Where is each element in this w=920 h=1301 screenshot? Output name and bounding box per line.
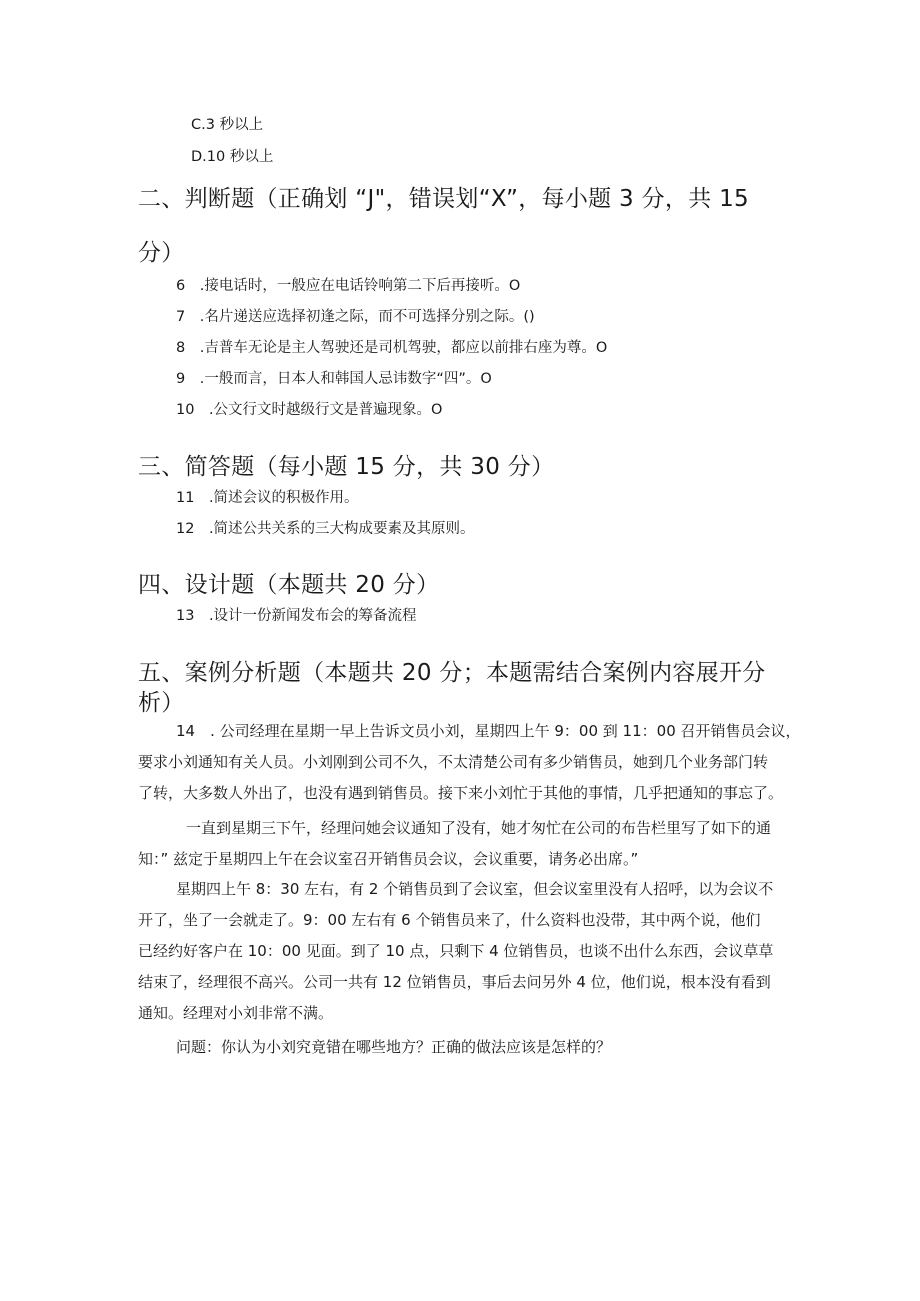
case-line: 通知。经理对小刘非常不满。 xyxy=(138,1004,334,1022)
case-line: 14 . 公司经理在星期一早上告诉文员小刘，星期四上午 9：00 到 11：00 召开销售员会议， xyxy=(176,722,801,740)
case-line: 星期四上午 8：30 左右，有 2 个销售员到了会议室，但会议室里没有人招呼，以为会议不 xyxy=(176,880,774,898)
case-question: 问题：你认为小刘究竟错在哪些地方？正确的做法应该是怎样的？ xyxy=(176,1038,612,1056)
section2-heading-line1: 二、判断题（正确划 “J"，错误划“X”，每小题 3 分，共 15 xyxy=(138,186,749,212)
section3-heading: 三、简答题（每小题 15 分，共 30 分） xyxy=(138,454,555,480)
case-line: 要求小刘通知有关人员。小刘刚到公司不久，不太清楚公司有多少销售员，她到几个业务部门转 xyxy=(138,753,769,771)
case-line: 结束了，经理很不高兴。公司一共有 12 位销售员，事后去问另外 4 位，他们说，根本没有看到 xyxy=(138,973,771,991)
case-line: 一直到星期三下午，经理问她会议通知了没有，她才匆忙在公司的布告栏里写了如下的通 xyxy=(186,819,772,837)
case-line: 知：” 兹定于星期四上午在会议室召开销售员会议，会议重要，请务必出席。” xyxy=(138,850,639,868)
section5-heading-line2: 析） xyxy=(138,690,185,716)
section5-heading-line1: 五、案例分析题（本题共 20 分；本题需结合案例内容展开分 xyxy=(138,660,766,686)
question-6: 6 .接电话时，一般应在电话铃响第二下后再接听。O xyxy=(176,278,521,294)
case-line: 开了，坐了一会就走了。9：00 左右有 6 个销售员来了，什么资料也没带，其中两个说，他们 xyxy=(138,911,761,929)
case-line: 已经约好客户在 10：00 见面。到了 10 点，只剩下 4 位销售员，也谈不出什么东西，会议草草 xyxy=(138,942,774,960)
question-13: 13 .设计一份新闻发布会的筹备流程 xyxy=(176,608,417,624)
section4-heading: 四、设计题（本题共 20 分） xyxy=(138,572,440,598)
question-7: 7 .名片递送应选择初逢之际，而不可选择分别之际。() xyxy=(176,309,535,325)
section2-heading-line2: 分） xyxy=(138,240,185,266)
option-d: D.10 秒以上 xyxy=(191,149,274,165)
question-11: 11 .简述会议的积极作用。 xyxy=(176,490,359,506)
question-10: 10 .公文行文时越级行文是普遍现象。O xyxy=(176,402,443,418)
question-9: 9 .一般而言，日本人和韩国人忌讳数字“四”。O xyxy=(176,371,492,387)
case-line: 了转，大多数人外出了，也没有遇到销售员。接下来小刘忙于其他的事情，几乎把通知的事忘了。 xyxy=(138,784,784,802)
question-8: 8 .吉普车无论是主人驾驶还是司机驾驶，都应以前排右座为尊。O xyxy=(176,340,608,356)
question-12: 12 .简述公共关系的三大构成要素及其原则。 xyxy=(176,521,475,537)
option-c: C.3 秒以上 xyxy=(191,117,264,133)
